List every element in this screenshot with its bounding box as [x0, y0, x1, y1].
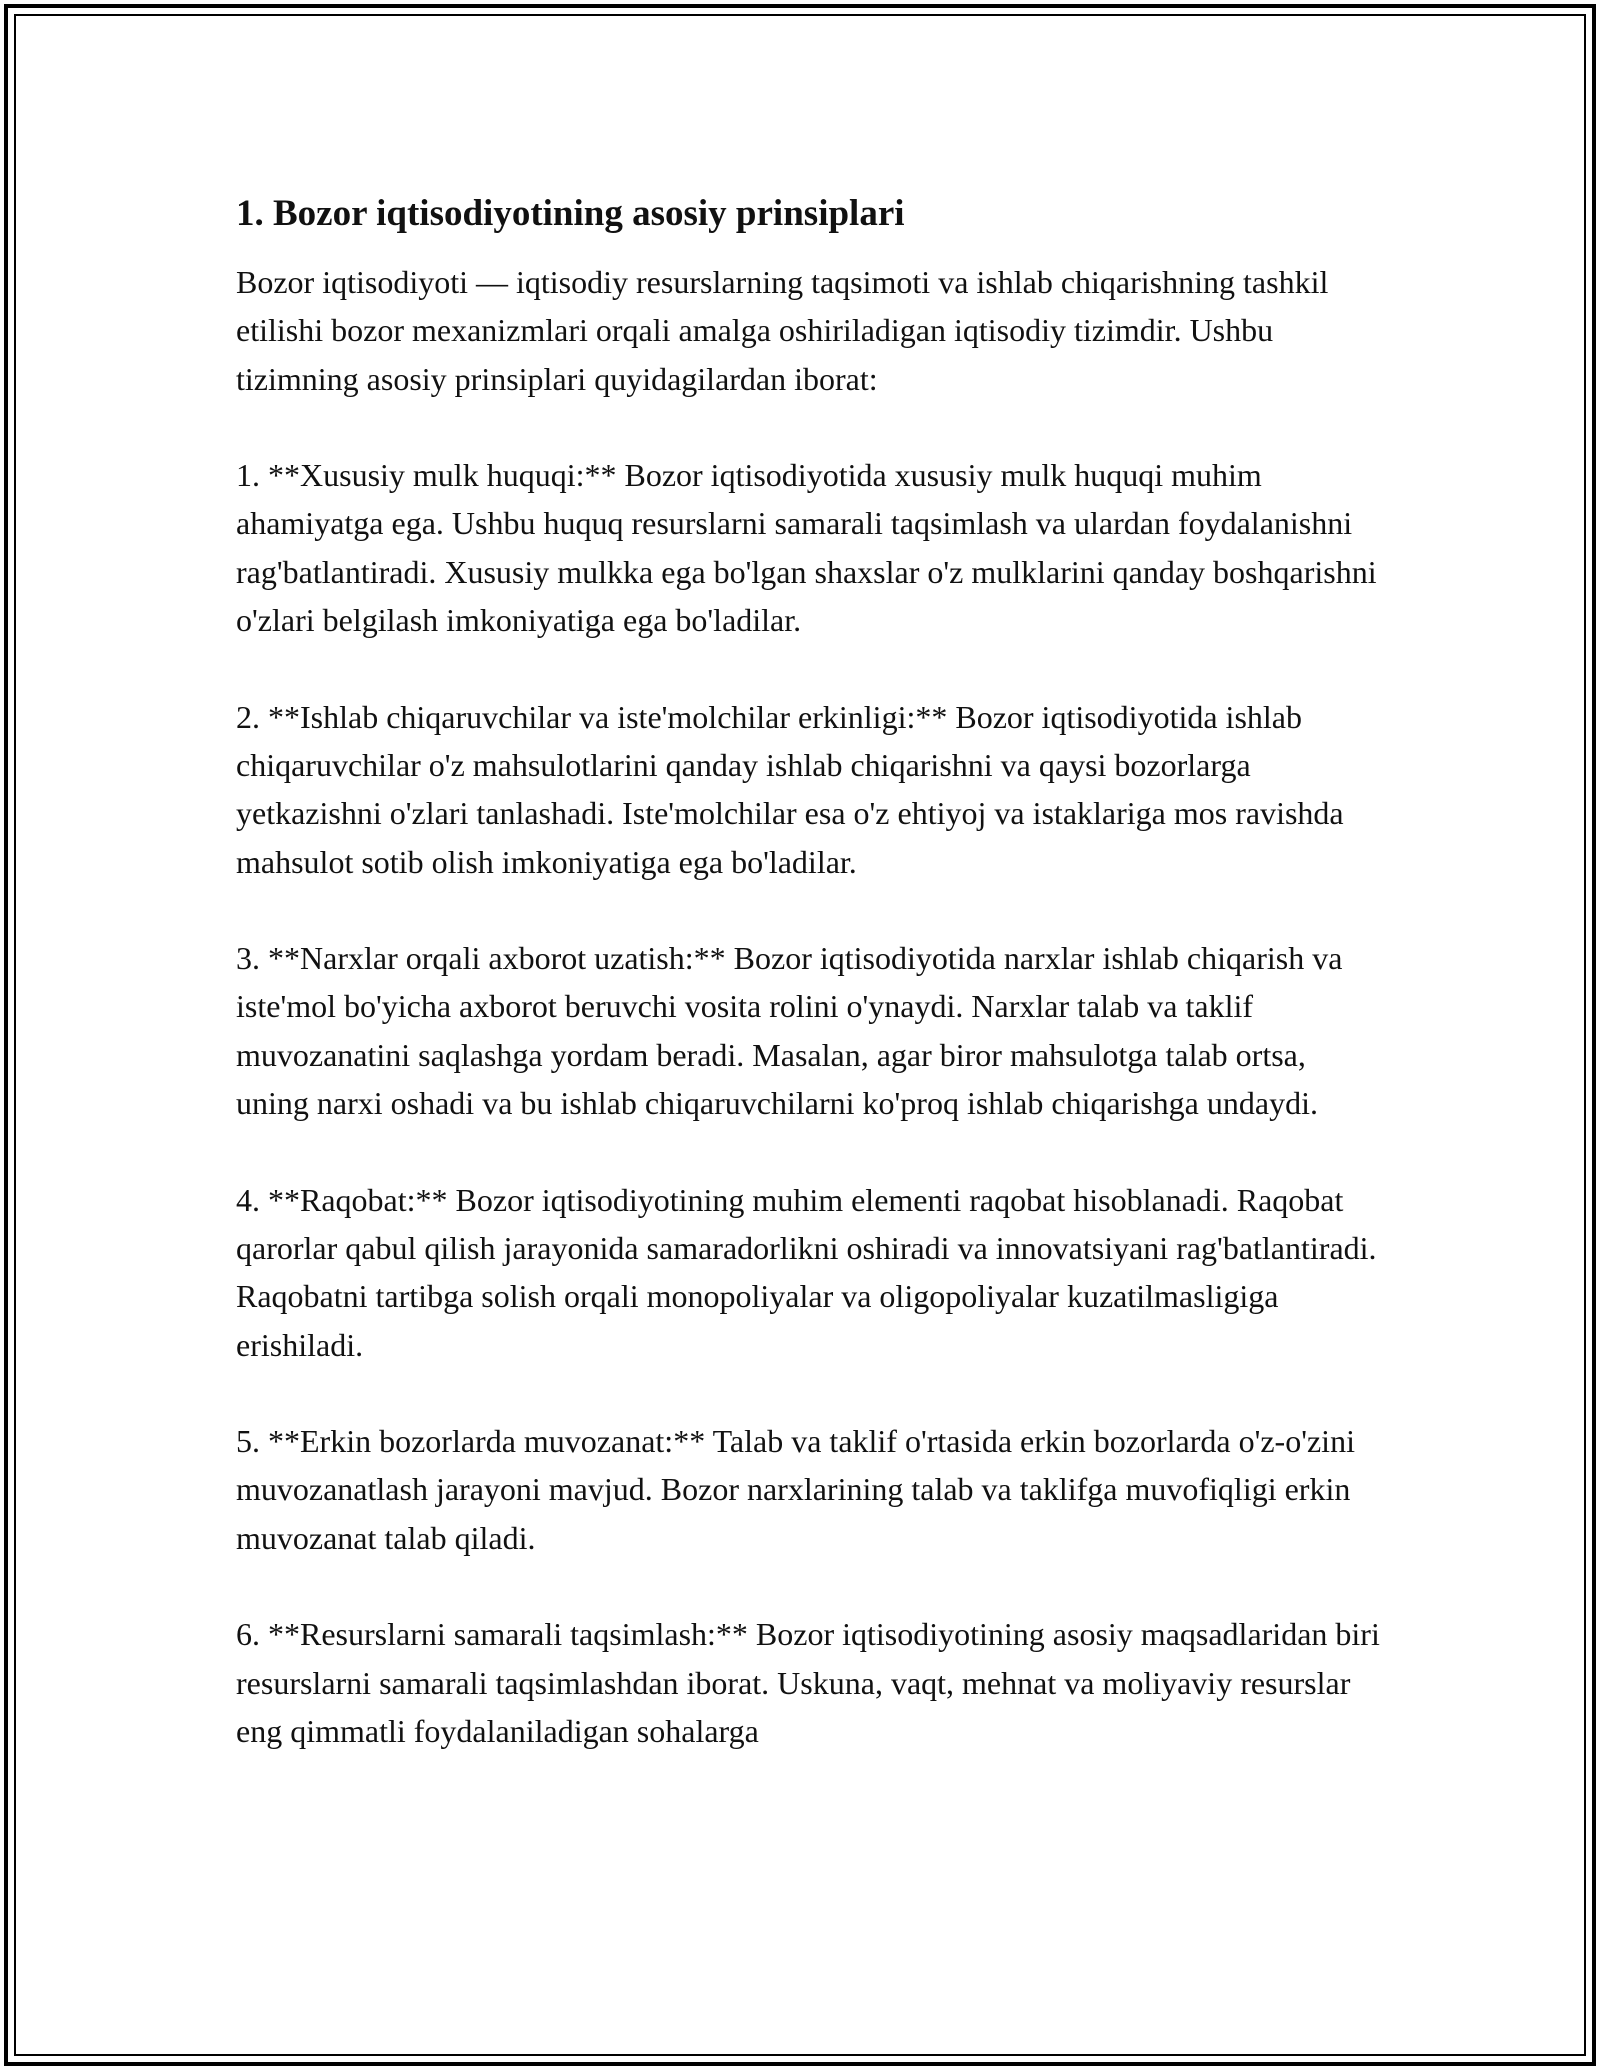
paragraph-principle-1: 1. **Xususiy mulk huquqi:** Bozor iqtisodiyotida xususiy mulk huquqi muhim ahamiyatga ega. Ushbu huquq resurslarni samarali taqsimlash va ulardan foydalanishni rag'batlantiradi. Xususiy mulkka ega bo'lgan shaxslar o'z mulklarini qanday boshqarishni o'zlari belgilash imkoniyatiga ega bo'ladilar.	[236, 457, 1377, 639]
document-title: 1. Bozor iqtisodiyotining asosiy prinsiplari	[236, 193, 905, 234]
paragraph-principle-3: 3. **Narxlar orqali axborot uzatish:** Bozor iqtisodiyotida narxlar ishlab chiqarish va iste'mol bo'yicha axborot beruvchi vosita rolini o'ynaydi. Narxlar talab va taklif muvozanatini saqlashga yordam beradi. Masalan, agar biror mahsulotga talab ortsa, uning narxi oshadi va bu ishlab chiqaruvchilarni ko'proq ishlab chiqarishga undaydi.	[236, 940, 1343, 1122]
paragraph-intro: Bozor iqtisodiyoti — iqtisodiy resurslarning taqsimoti va ishlab chiqarishning tashkil etilishi bozor mexanizmlari orqali amalga oshiriladigan iqtisodiy tizimdir. Ushbu tizimning asosiy prinsiplari quyidagilardan iborat:	[236, 264, 1329, 397]
document-body	[236, 190, 1386, 1804]
paragraph-principle-6: 6. **Resurslarni samarali taqsimlash:** Bozor iqtisodiyotining asosiy maqsadlaridan biri resurslarni samarali taqsimlashdan iborat. Uskuna, vaqt, mehnat va moliyaviy resurslar eng qimmatli foydalaniladigan sohalarga	[236, 1616, 1380, 1749]
paragraph-principle-2: 2. **Ishlab chiqaruvchilar va iste'molchilar erkinligi:** Bozor iqtisodiyotida ishlab chiqaruvchilar o'z mahsulotlarini qanday ishlab chiqarishni va qaysi bozorlarga yetkazishni o'zlari tanlashadi. Iste'molchilar esa o'z ehtiyoj va istaklariga mos ravishda mahsulot sotib olish imkoniyatiga ega bo'ladilar.	[236, 698, 1344, 880]
paragraph-principle-4: 4. **Raqobat:** Bozor iqtisodiyotining muhim elementi raqobat hisoblanadi. Raqobat qarorlar qabul qilish jarayonida samaradorlikni oshiradi va innovatsiyani rag'batlantiradi. Raqobatni tartibga solish orqali monopoliyalar va oligopoliyalar kuzatilmasligiga erishiladi.	[236, 1181, 1377, 1363]
paragraph-principle-5: 5. **Erkin bozorlarda muvozanat:** Talab va taklif o'rtasida erkin bozorlarda o'z-o'zini muvozanatlash jarayoni mavjud. Bozor narxlarining talab va taklifga muvofiqligi erkin muvozanat talab qiladi.	[236, 1423, 1355, 1556]
